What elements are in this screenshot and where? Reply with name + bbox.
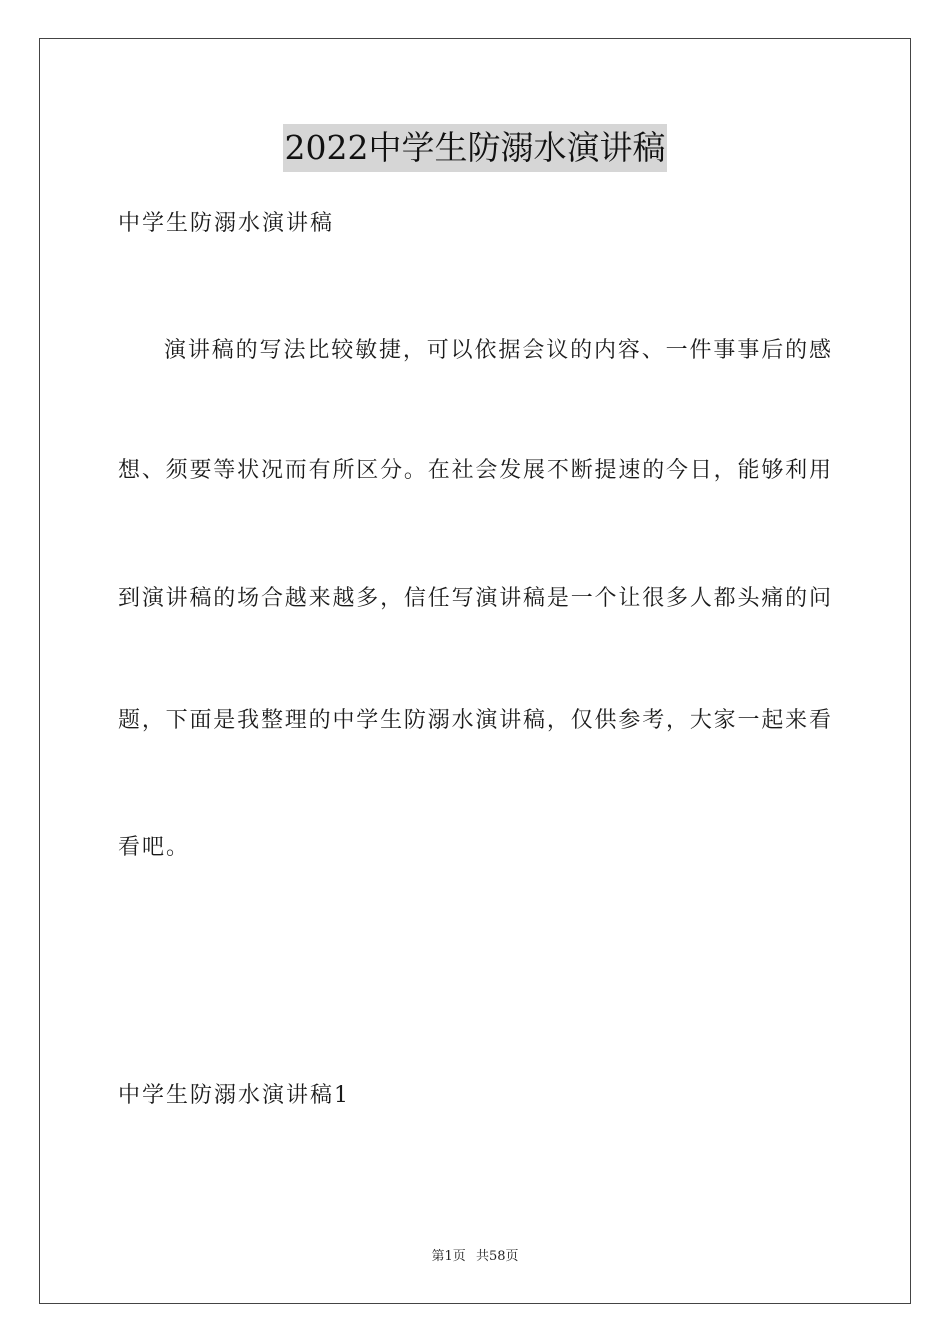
paragraph-line-2: 想、须要等状况而有所区分。在社会发展不断提速的今日，能够利用 — [118, 458, 831, 483]
title-container — [0, 124, 950, 172]
paragraph-line-1: 演讲稿的写法比较敏捷，可以依据会议的内容、一件事事后的感 — [164, 338, 831, 363]
page-total: 共58页 — [475, 1249, 519, 1264]
page-number: 第1页 — [431, 1249, 466, 1264]
section-heading: 中学生防溺水演讲稿1 — [118, 1083, 350, 1108]
paragraph-line-3: 到演讲稿的场合越来越多，信任写演讲稿是一个让很多人都头痛的问 — [118, 586, 831, 611]
paragraph-line-4: 题，下面是我整理的中学生防溺水演讲稿，仅供参考，大家一起来看 — [118, 708, 831, 733]
page-footer — [0, 1248, 950, 1266]
document-subtitle: 中学生防溺水演讲稿 — [118, 211, 335, 236]
paragraph-line-5: 看吧。 — [118, 835, 191, 860]
document-title: 2022中学生防溺水演讲稿 — [283, 124, 668, 172]
